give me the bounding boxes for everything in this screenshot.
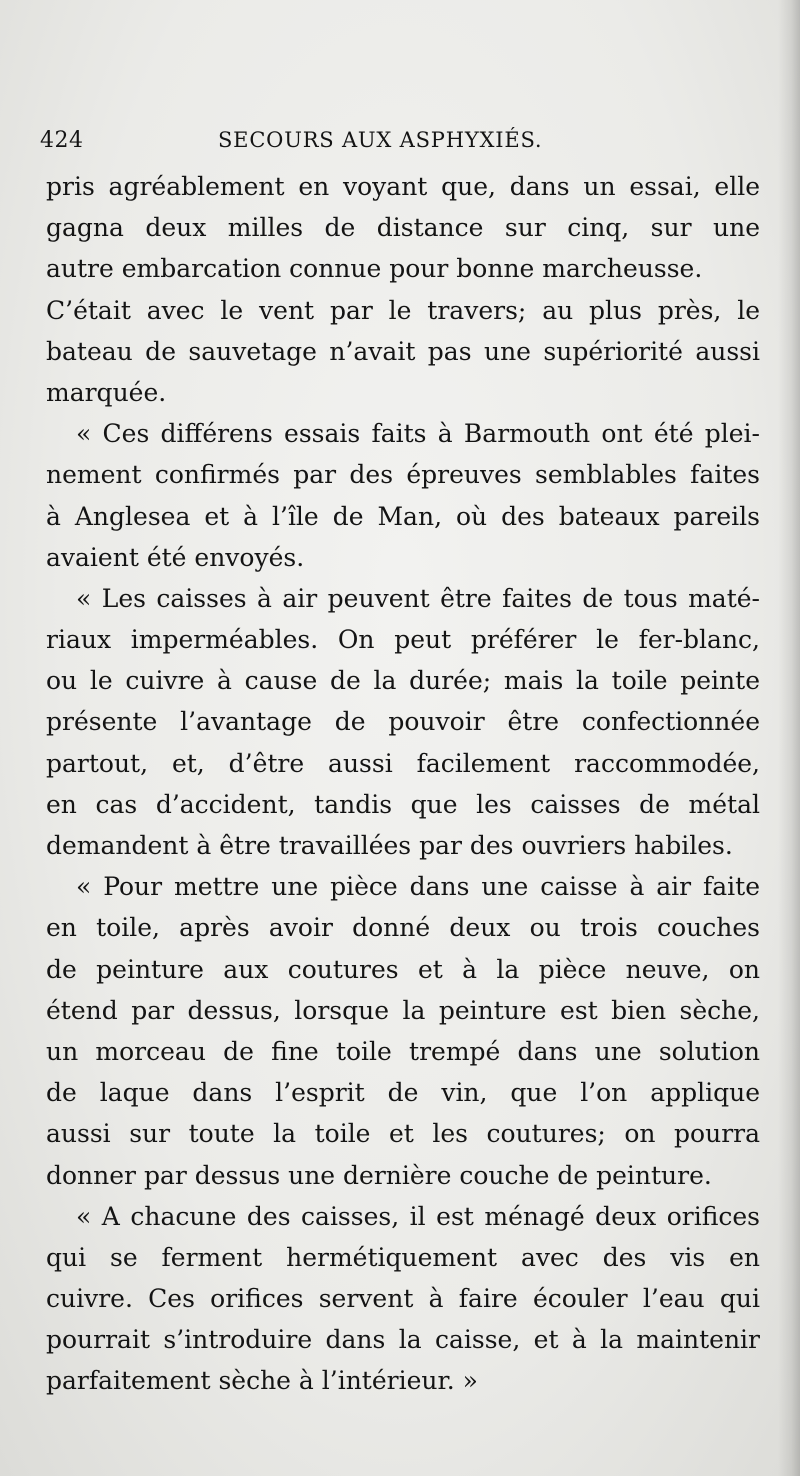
paragraph-start-line: « Ces différens essais faits à Barmouth ont été plei- [76, 419, 760, 449]
page-number: 424 [40, 128, 84, 153]
text-line: aussi sur toute la toile et les coutures; on pourra [46, 1119, 760, 1149]
text-line: pris agréablement en voyant que, dans un essai, elle [46, 172, 760, 201]
paragraph-start-line: « Pour mettre une pièce dans une caisse à air faite [76, 872, 760, 902]
text-line: nement confirmés par des épreuves semblables faites [46, 460, 760, 490]
text-line: demandent à être travaillées par des ouvriers habiles. [46, 831, 733, 860]
text-line: partout, et, d’être aussi facilement raccommodée, [46, 748, 760, 778]
page-edge-shadow [778, 0, 800, 1476]
text-line: en cas d’accident, tandis que les caisses de métal [46, 789, 760, 819]
body-text [46, 166, 760, 1402]
text-line: gagna deux milles de distance sur cinq, sur une [46, 213, 760, 243]
text-line: de peinture aux coutures et à la pièce neuve, on [46, 954, 760, 984]
page-header [40, 128, 760, 160]
text-line: marquée. [46, 377, 167, 407]
paragraph-start-line: « A chacune des caisses, il est ménagé deux orifices [76, 1201, 760, 1231]
text-line: de laque dans l’esprit de vin, que l’on applique [46, 1078, 760, 1108]
text-line: bateau de sauvetage n’avait pas une supériorité aussi [46, 336, 760, 366]
text-line: C’était avec le vent par le travers; au plus près, le [46, 295, 760, 325]
text-line: avaient été envoyés. [46, 542, 305, 572]
text-line: cuivre. Ces orifices servent à faire écouler l’eau qui [46, 1284, 760, 1314]
paragraph-start-line: « Les caisses à air peuvent être faites de tous maté- [76, 583, 760, 613]
text-line: autre embarcation connue pour bonne marcheusse. [46, 254, 703, 284]
text-line: qui se ferment hermétiquement avec des vis en [46, 1242, 760, 1272]
text-line: à Anglesea et à l’île de Man, où des bateaux pareils [46, 501, 760, 531]
text-line: étend par dessus, lorsque la peinture est bien sèche, [46, 995, 760, 1025]
text-line: donner par dessus une dernière couche de peinture. [46, 1160, 712, 1190]
text-line: en toile, après avoir donné deux ou trois couches [46, 913, 760, 943]
text-line: présente l’avantage de pouvoir être confectionnée [46, 707, 760, 737]
running-head: SECOURS AUX ASPHYXIÉS. [218, 128, 543, 152]
text-line: un morceau de fine toile trempé dans une solution [46, 1036, 760, 1066]
text-line: ou le cuivre à cause de la durée; mais la toile peinte [46, 666, 760, 696]
text-line: pourrait s’introduire dans la caisse, et à la maintenir [46, 1325, 760, 1355]
text-line: parfaitement sèche à l’intérieur. » [46, 1366, 478, 1396]
text-line: riaux imperméables. On peut préférer le fer-blanc, [46, 625, 760, 655]
